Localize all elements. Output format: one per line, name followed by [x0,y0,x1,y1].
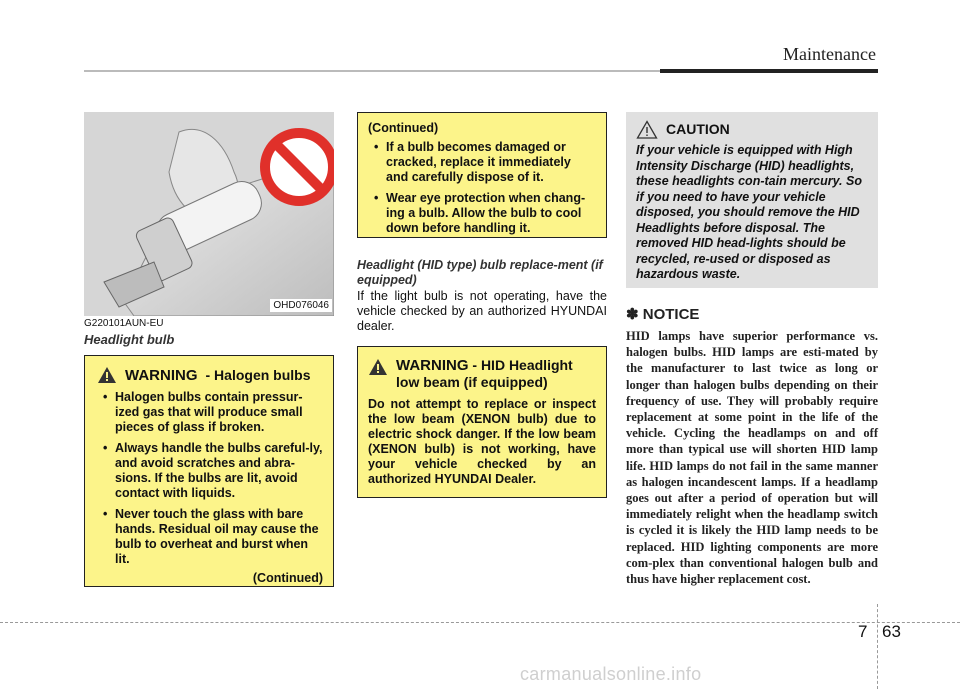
warning-word: WARNING [125,366,198,384]
bulb-in-hand-prohibition-icon [84,112,334,316]
section-header-title: Maintenance [783,44,876,64]
warning-continued-box [357,112,607,238]
caution-body: If your vehicle is equipped with High Intensity Discharge (HID) headlights, these headlights con-tain mercury. So if you need to have your vehicle disposed, you should remove the HID Headlights before disposal. The removed HID head-lights should be recycled, re-used or disposed as hazardous waste. [636,143,862,281]
warning-header [368,357,596,391]
image-code: OHD076046 [270,299,332,312]
caution-header [636,120,868,139]
warning-triangle-icon [368,358,388,376]
warning-triangle-icon [97,366,117,384]
list-item: • Always handle the bulbs careful-ly, and avoid scratches and abra-sions. If the bulbs are lit, avoid contact with liquids. [97,441,323,501]
warning-list [97,390,323,567]
warning-subtitle: - HID Headlight low beam (if equipped) [396,357,573,390]
warning-subtitle: - Halogen bulbs [205,366,311,383]
caution-box [626,112,878,288]
notice-body: HID lamps have superior performance vs. halogen bulbs. HID lamps are esti-mated by the manufacturer to last twice as long or longer than halogen bulbs depending on their frequency of use. They will probably require replacement at some point in the life of the vehicle. Cycling the headlamps on and off more than typical use will shorten HID lamp life. HID lamps do not fail in the same manner as halogen incandescent lamps. If a headlamp goes out after a period of operation but will immediately relight when the headlamp switch is cycled it is likely the HID lamp needs to be replaced. HID lighting components are more com-plex than conventional halogen bulb and thus have higher replacement cost. [626,329,878,587]
hid-section-title: Headlight (HID type) bulb replace-ment (if equipped) [357,258,603,287]
notice-word: NOTICE [642,306,700,323]
bulb-photo [84,112,334,316]
warning-word: WARNING [396,357,469,374]
footer-rule [0,622,960,623]
list-item: • Wear eye protection when chang-ing a bulb. Allow the bulb to cool down before handling it. [368,191,596,236]
list-item: • Never touch the glass with bare hands. Residual oil may cause the bulb to overheat and burst when lit. [97,507,323,567]
footer-divider [877,604,878,689]
chapter-number: 7 [858,622,868,641]
notice-title [626,305,699,323]
warning-body: Do not attempt to replace or inspect the low beam (XENON bulb) due to electric shock danger. If the low beam (XENON bulb) is not working, have your vehicle checked by an authorized HYUNDAI Dealer. [368,397,596,486]
list-item: • If a bulb becomes damaged or cracked, replace it immediately and carefully dispose of it. [368,140,596,185]
warning-halogen-box [84,355,334,587]
hid-section-body: If the light bulb is not operating, have the vehicle checked by an authorized HYUNDAI dealer. [357,289,607,333]
continued-label: (Continued) [368,121,439,135]
caution-triangle-icon [636,120,658,139]
watermark: carmanualsonline.info [520,664,702,684]
section-title: Headlight bulb [84,332,175,347]
page-number: 63 [882,622,901,641]
warning-list [368,140,596,236]
list-item: • Halogen bulbs contain pressur-ized gas that will produce small pieces of glass if broken. [97,390,323,435]
notice-star-icon: ✽ [626,306,639,323]
warning-header [97,366,323,384]
continued-label: (Continued) [252,571,323,585]
header-rule-accent [660,69,878,73]
warning-hid-box [357,346,607,498]
caution-word: CAUTION [666,120,730,137]
reference-code: G220101AUN-EU [84,318,164,329]
